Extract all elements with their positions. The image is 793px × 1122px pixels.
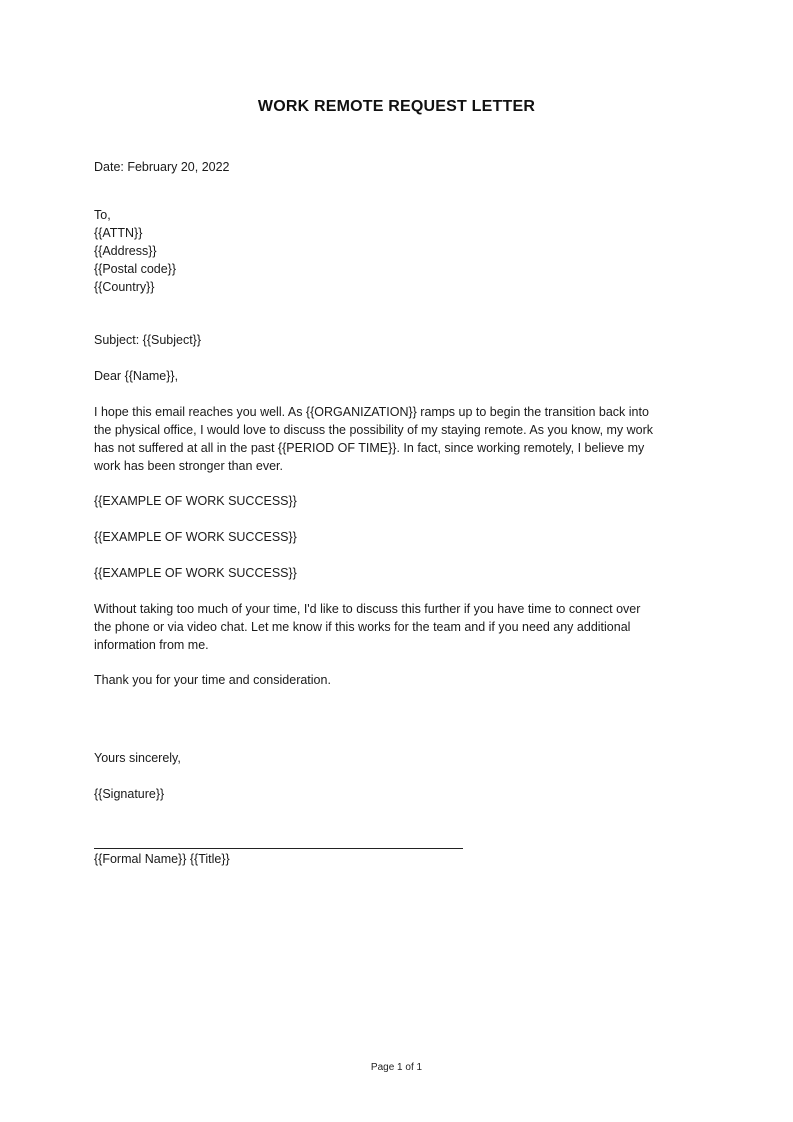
address-country: {{Country}} [94, 280, 155, 294]
address-to: To, [94, 208, 111, 222]
signature-line [94, 848, 463, 849]
subject-line: Subject: {{Subject}} [94, 333, 202, 347]
body-paragraph-1-line: I hope this email reaches you well. As {{ORGANIZATION}} ramps up to begin the transition back into [94, 405, 649, 419]
work-success-example-2: {{EXAMPLE OF WORK SUCCESS}} [94, 530, 297, 544]
signature-placeholder: {{Signature}} [94, 787, 165, 801]
body-paragraph-2-line: information from me. [94, 638, 209, 652]
address-attn: {{ATTN}} [94, 226, 143, 240]
salutation: Dear {{Name}}, [94, 369, 179, 383]
page-number: Page 1 of 1 [370, 1062, 423, 1073]
body-paragraph-2-line: Without taking too much of your time, I'd like to discuss this further if you have time to connect over [94, 602, 641, 616]
page-title: WORK REMOTE REQUEST LETTER [257, 98, 536, 115]
body-paragraph-1-line: work has been stronger than ever. [94, 459, 284, 473]
body-paragraph-1 [94, 403, 714, 475]
work-success-example-1: {{EXAMPLE OF WORK SUCCESS}} [94, 494, 297, 508]
work-success-example-3: {{EXAMPLE OF WORK SUCCESS}} [94, 566, 297, 580]
body-paragraph-2 [94, 600, 714, 654]
body-paragraph-1-line: the physical office, I would love to discuss the possibility of my staying remote. As you know, my work [94, 423, 654, 437]
formal-name-title: {{Formal Name}} {{Title}} [94, 852, 230, 866]
address-street: {{Address}} [94, 244, 157, 258]
closing: Yours sincerely, [94, 751, 181, 765]
body-paragraph-2-line: the phone or via video chat. Let me know if this works for the team and if you need any additional [94, 620, 631, 634]
date-line: Date: February 20, 2022 [94, 160, 230, 174]
body-paragraph-1-line: has not suffered at all in the past {{PERIOD OF TIME}}. In fact, since working remotely, I believe my [94, 441, 645, 455]
address-postal: {{Postal code}} [94, 262, 177, 276]
thanks-line: Thank you for your time and consideration. [94, 673, 331, 687]
